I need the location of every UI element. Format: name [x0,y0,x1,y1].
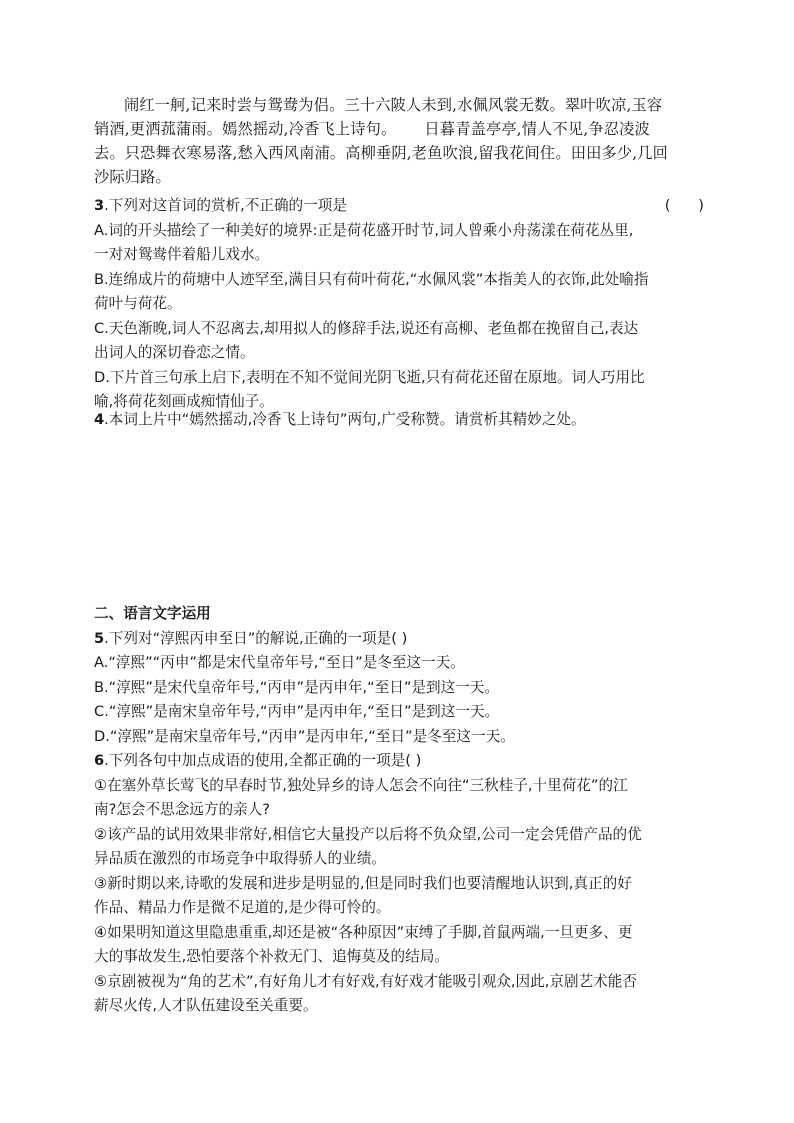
question-number: 5 [94,629,105,647]
section-2 [94,602,704,1019]
q3-option-line: D.下片首三句承上启下,表明在不知不觉间光阴飞逝,只有荷花还留在原地。词人巧用比 [94,368,645,386]
poem-line-2-part-2: 日暮青盖亭亭,情人不见,争忍凌波 [424,120,650,138]
q6-sentence-line: ⑤京剧被视为“角的艺术”,有好角儿才有好戏,有好戏才能吸引观众,因此,京剧艺术能否 [94,972,637,990]
poem-line-3: 去。只恐舞衣寒易落,愁入西风南浦。高柳垂阴,老鱼吹浪,留我花间住。田田多少,几回 [94,144,669,162]
q3-option-line: A.词的开头描绘了一种美好的境界:正是荷花盛开时节,词人曾乘小舟荡漾在荷花丛里, [94,221,634,239]
question-3-text: .下列对这首词的赏析,不正确的一项是 [104,197,347,214]
q3-option-line: 出词人的深切眷恋之情。 [94,344,255,361]
q6-sentence-line: 作品、精品力作是微不足道的,是少得可怜的。 [94,899,391,916]
answer-bracket: ( ) [664,197,704,214]
poem-line-2-part-1: 销酒,更洒菰蒲雨。嫣然摇动,冷香飞上诗句。 [94,120,397,138]
question-5-stem [94,627,704,652]
section-heading: 二、语言文字运用 [94,605,211,622]
poem-line-2 [94,117,704,141]
q6-sentence-line: 大的事故发生,恐怕要落个补救无门、追悔莫及的结局。 [94,948,449,965]
q5-option: A.“淳熙”“丙申”都是宋代皇帝年号,“至日”是冬至这一天。 [94,654,465,671]
question-5-text: .下列对“淳熙丙申至日”的解说,正确的一项是( ) [104,629,408,647]
q3-option-line: 荷叶与荷花。 [94,295,182,312]
question-6-text: .下列各句中加点成语的使用,全都正确的一项是( ) [104,752,422,769]
q3-option-line: 喻,将荷花刻画成痴情仙子。 [94,393,274,410]
question-number: 3 [94,197,105,214]
q6-sentence-line: ①在塞外草长莺飞的早春时节,独处异乡的诗人怎会不向往“三秋桂子,十里荷花”的江 [94,776,628,794]
q6-sentence-line: 薪尽火传,人才队伍建设至关重要。 [94,997,318,1014]
q3-option-line: 一对对鸳鸯伴着船儿戏水。 [94,246,270,263]
q6-sentence-line: ④如果明知道这里隐患重重,却还是被“各种原因”束缚了手脚,首鼠两端,一旦更多、更 [94,923,633,941]
q6-sentence-line: ②该产品的试用效果非常好,相信它大量投产以后将不负众望,公司一定会凭借产品的优 [94,825,642,843]
poem-line-1: 闹红一舸,记来时尝与鸳鸯为侣。三十六陂人未到,水佩风裳无数。翠叶吹凉,玉容 [124,96,663,114]
q3-option-line: C.天色渐晚,词人不忍离去,却用拟人的修辞手法,说还有高柳、老鱼都在挽留自己,表达 [94,319,639,337]
q5-option: C.“淳熙”是南宋皇帝年号,“丙申”是丙申年,“至日”是到这一天。 [94,703,500,720]
question-3 [94,194,704,415]
q5-option: B.“淳熙”是宋代皇帝年号,“丙申”是丙申年,“至日”是到这一天。 [94,678,499,696]
q6-sentence-line: 南?怎会不思念远方的亲人? [94,801,271,818]
question-4 [94,408,704,433]
question-4-text: .本词上片中“嫣然摇动,冷香飞上诗句”两句,广受称赞。请赏析其精妙之处。 [104,411,586,428]
q6-sentence-line: 异品质在激烈的市场竞争中取得骄人的业绩。 [94,850,386,867]
q5-option: D.“淳熙”是南宋皇帝年号,“丙申”是丙申年,“至日”是冬至这一天。 [94,727,515,745]
question-number: 4 [94,411,105,428]
poem-excerpt [94,93,704,189]
poem-line-4: 沙际归路。 [94,168,171,186]
question-3-stem [94,194,704,219]
question-number: 6 [94,752,105,769]
q6-sentence-line: ③新时期以来,诗歌的发展和进步是明显的,但是同时我们也要清醒地认识到,真正的好 [94,874,632,892]
q3-option-line: B.连绵成片的荷塘中人迹罕至,满目只有荷叶荷花,“水佩风裳”本指美人的衣饰,此处喻指 [94,270,649,288]
question-6-stem [94,749,704,774]
question-4-stem [94,408,704,433]
